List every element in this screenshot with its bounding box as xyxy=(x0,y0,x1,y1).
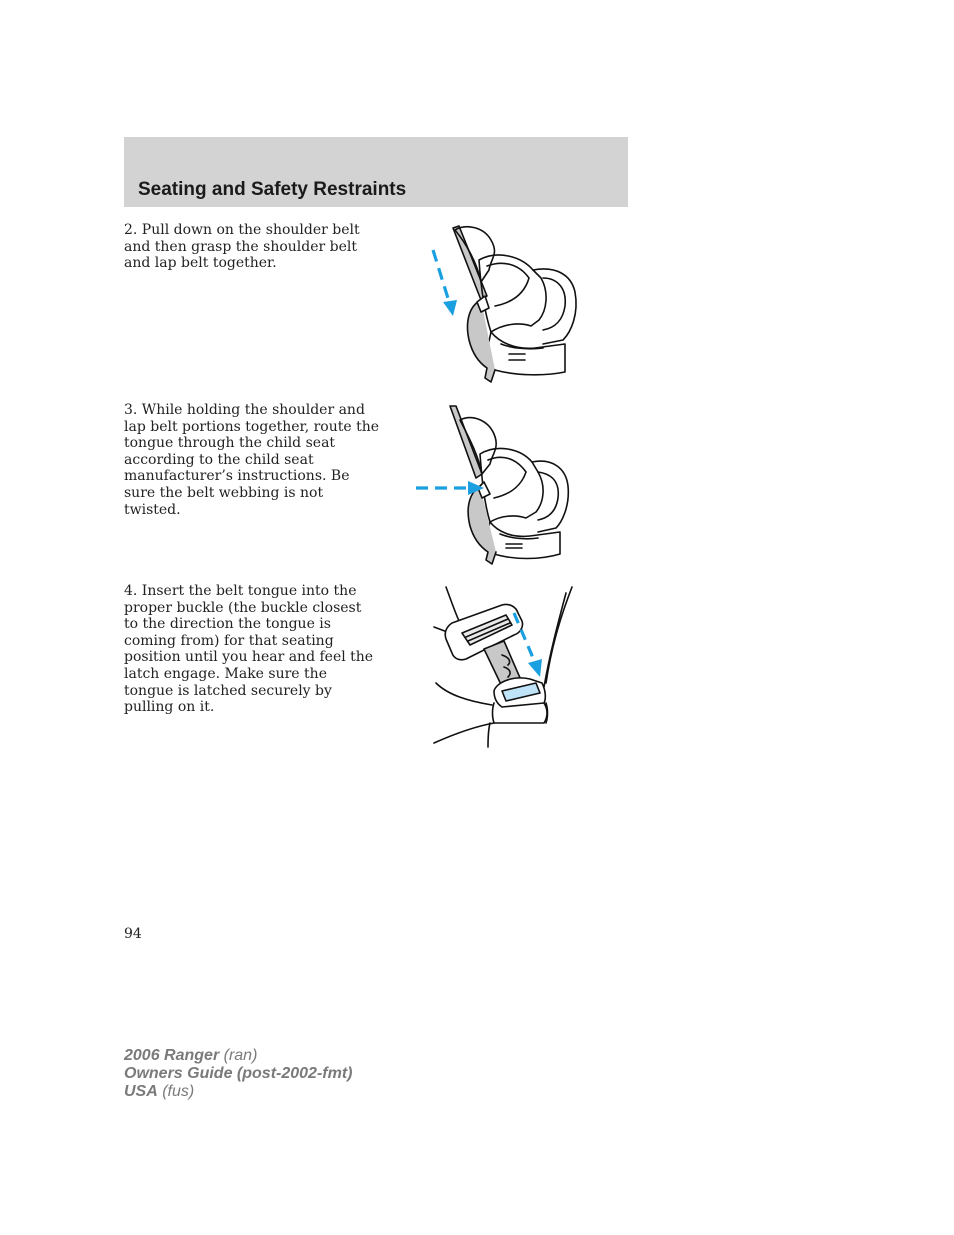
footer-line-3: USA (fus) xyxy=(124,1083,195,1100)
footer-line-2: Owners Guide (post-2002-fmt) xyxy=(124,1065,353,1082)
belt-buckle-insert-illustration xyxy=(432,583,577,748)
step-3-text: 3. While holding the shoulder and lap belt portions together, route the tongue through the child seat according to the child seat manufacturer’s instructions. Be sure the belt webbing is not twisted. xyxy=(124,402,380,518)
step-4-text: 4. Insert the belt tongue into the proper buckle (the buckle closest to the direction the tongue is coming from) for that seating position until you hear and feel the latch engage. Make sure the tongue is latched securely by pulling on it. xyxy=(124,583,374,716)
child-seat-route-tongue-illustration xyxy=(410,402,580,567)
child-seat-pull-belt-illustration xyxy=(425,222,585,387)
section-header xyxy=(124,137,628,207)
page-number: 94 xyxy=(124,926,142,942)
step-2-text: 2. Pull down on the shoulder belt and then grasp the shoulder belt and lap belt together. xyxy=(124,222,360,272)
section-title: Seating and Safety Restraints xyxy=(138,179,407,200)
document-footer xyxy=(124,1047,352,1101)
footer-line-1: 2006 Ranger (ran) xyxy=(124,1047,258,1064)
